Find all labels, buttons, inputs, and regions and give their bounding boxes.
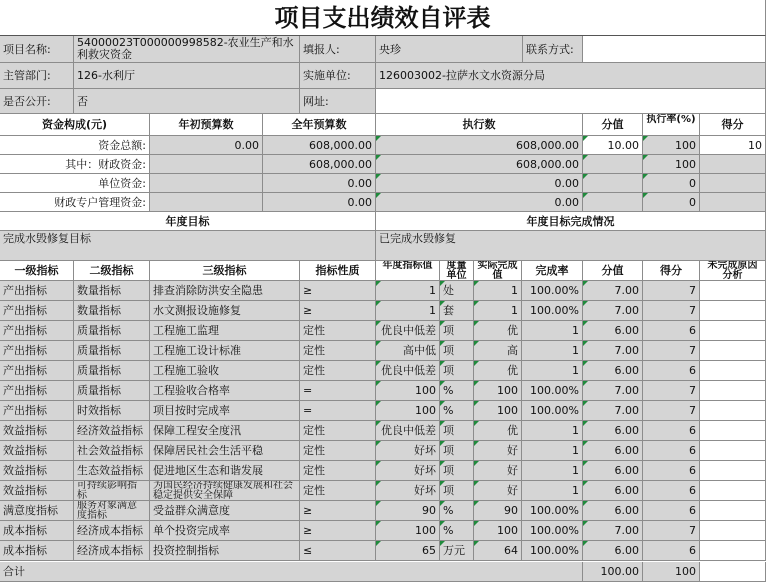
funds-header-cell: 执行率(%) bbox=[643, 114, 700, 136]
unit-value: 126003002-拉萨水文水资源分局 bbox=[376, 63, 766, 89]
indicator-cell: 6.00 bbox=[583, 481, 643, 501]
indicator-cell bbox=[700, 521, 766, 541]
indicator-cell: 6 bbox=[643, 481, 700, 501]
funds-cell-score: 10 bbox=[700, 136, 766, 155]
indicator-cell: 产出指标 bbox=[0, 341, 74, 361]
indicator-cell: 质量指标 bbox=[74, 381, 150, 401]
indicator-cell: % bbox=[440, 381, 474, 401]
total-score: 100 bbox=[643, 562, 700, 582]
funds-cell-label: 财政专户管理资金: bbox=[0, 193, 150, 212]
indicator-cell: ≥ bbox=[300, 521, 376, 541]
indicator-cell: 7 bbox=[643, 281, 700, 301]
funds-cell-executed: 608,000.00 bbox=[376, 155, 583, 174]
indicator-cell: 效益指标 bbox=[0, 441, 74, 461]
funds-cell-label: 其中：财政资金: bbox=[0, 155, 150, 174]
indicator-cell: 生态效益指标 bbox=[74, 461, 150, 481]
indicator-cell bbox=[700, 401, 766, 421]
funds-cell-annual: 0.00 bbox=[263, 193, 376, 212]
public-value: 否 bbox=[74, 89, 300, 114]
funds-header-cell: 执行数 bbox=[376, 114, 583, 136]
indicator-header-cell: 度量单位 bbox=[440, 261, 474, 281]
indicator-cell: 可持续影响指标 bbox=[74, 481, 150, 501]
total-score-value: 100.00 bbox=[583, 562, 643, 582]
indicator-cell bbox=[700, 541, 766, 561]
indicator-cell: 6.00 bbox=[583, 441, 643, 461]
indicator-cell: 优 bbox=[474, 361, 522, 381]
goal-completion-header: 年度目标完成情况 bbox=[376, 212, 766, 231]
indicator-cell: 6.00 bbox=[583, 501, 643, 521]
indicator-cell: 1 bbox=[522, 421, 583, 441]
indicator-cell: ≤ bbox=[300, 541, 376, 561]
indicator-cell: 好 bbox=[474, 441, 522, 461]
indicator-cell: 水文测报设施修复 bbox=[150, 301, 300, 321]
indicator-cell: 1 bbox=[376, 281, 440, 301]
indicator-cell: 产出指标 bbox=[0, 281, 74, 301]
indicator-header-cell: 实际完成值 bbox=[474, 261, 522, 281]
indicator-cell: 6 bbox=[643, 361, 700, 381]
project-name-label: 项目名称: bbox=[0, 36, 74, 63]
indicator-cell: 促进地区生态和谐发展 bbox=[150, 461, 300, 481]
funds-cell-score bbox=[700, 155, 766, 174]
indicator-cell: ≥ bbox=[300, 501, 376, 521]
indicator-cell: 65 bbox=[376, 541, 440, 561]
indicator-cell: 效益指标 bbox=[0, 461, 74, 481]
indicator-header-cell: 未完成原因分析 bbox=[700, 261, 766, 281]
indicator-cell: 受益群众满意度 bbox=[150, 501, 300, 521]
funds-cell-score_value: 10.00 bbox=[583, 136, 643, 155]
funds-cell-score_value bbox=[583, 193, 643, 212]
indicator-cell: ≥ bbox=[300, 281, 376, 301]
indicator-cell: 7.00 bbox=[583, 521, 643, 541]
indicator-cell: 1 bbox=[522, 481, 583, 501]
indicator-cell: 7.00 bbox=[583, 281, 643, 301]
funds-header-cell: 分值 bbox=[583, 114, 643, 136]
indicator-cell: 1 bbox=[522, 461, 583, 481]
indicator-cell: 7 bbox=[643, 301, 700, 321]
funds-cell-score_value bbox=[583, 155, 643, 174]
indicator-cell: 好坏 bbox=[376, 461, 440, 481]
indicator-cell: 6 bbox=[643, 421, 700, 441]
funds-cell-annual: 0.00 bbox=[263, 174, 376, 193]
indicator-cell: 质量指标 bbox=[74, 321, 150, 341]
indicator-cell: 优良中低差 bbox=[376, 361, 440, 381]
dept-label: 主管部门: bbox=[0, 63, 74, 89]
indicator-cell: % bbox=[440, 401, 474, 421]
indicator-cell: 定性 bbox=[300, 361, 376, 381]
indicator-header-cell: 分值 bbox=[583, 261, 643, 281]
total-label: 合计 bbox=[0, 562, 583, 582]
indicator-cell: 100 bbox=[474, 381, 522, 401]
indicator-cell: 万元 bbox=[440, 541, 474, 561]
indicator-cell: 7.00 bbox=[583, 301, 643, 321]
indicator-cell: 工程施工验收 bbox=[150, 361, 300, 381]
indicator-cell bbox=[700, 321, 766, 341]
funds-cell-label: 单位资金: bbox=[0, 174, 150, 193]
indicator-cell: 定性 bbox=[300, 461, 376, 481]
funds-cell-rate: 100 bbox=[643, 155, 700, 174]
indicator-cell: 项目按时完成率 bbox=[150, 401, 300, 421]
funds-cell-rate: 0 bbox=[643, 193, 700, 212]
indicator-cell: 成本指标 bbox=[0, 521, 74, 541]
indicator-cell: 为国民经济持续健康发展和社会稳定提供安全保障 bbox=[150, 481, 300, 501]
indicator-cell: 定性 bbox=[300, 441, 376, 461]
funds-header-cell: 年初预算数 bbox=[150, 114, 263, 136]
indicator-cell: 项 bbox=[440, 361, 474, 381]
indicator-header-cell: 年度指标值 bbox=[376, 261, 440, 281]
funds-cell-rate: 100 bbox=[643, 136, 700, 155]
indicator-cell: % bbox=[440, 521, 474, 541]
indicator-cell: 6.00 bbox=[583, 461, 643, 481]
indicator-cell: 6.00 bbox=[583, 361, 643, 381]
indicator-cell: 优良中低差 bbox=[376, 321, 440, 341]
indicator-cell: ≥ bbox=[300, 301, 376, 321]
indicator-cell: 1 bbox=[474, 301, 522, 321]
indicator-cell: 满意度指标 bbox=[0, 501, 74, 521]
indicator-cell: 6 bbox=[643, 321, 700, 341]
indicator-cell: 6.00 bbox=[583, 421, 643, 441]
indicator-cell: 产出指标 bbox=[0, 321, 74, 341]
indicator-header-cell: 指标性质 bbox=[300, 261, 376, 281]
indicator-header-cell: 三级指标 bbox=[150, 261, 300, 281]
dept-value: 126-水利厅 bbox=[74, 63, 300, 89]
indicator-cell: 定性 bbox=[300, 481, 376, 501]
indicator-cell: 成本指标 bbox=[0, 541, 74, 561]
indicator-cell: 100.00% bbox=[522, 401, 583, 421]
funds-cell-score bbox=[700, 193, 766, 212]
indicator-cell: 90 bbox=[376, 501, 440, 521]
annual-goal-header: 年度目标 bbox=[0, 212, 376, 231]
indicator-cell: 64 bbox=[474, 541, 522, 561]
indicator-cell: 高中低 bbox=[376, 341, 440, 361]
indicator-cell: % bbox=[440, 501, 474, 521]
indicator-cell: 产出指标 bbox=[0, 301, 74, 321]
indicator-cell: 7 bbox=[643, 341, 700, 361]
indicator-cell: 90 bbox=[474, 501, 522, 521]
funds-cell-initial bbox=[150, 193, 263, 212]
indicator-cell: 100.00% bbox=[522, 521, 583, 541]
funds-cell-label: 资金总额: bbox=[0, 136, 150, 155]
indicator-cell: 经济成本指标 bbox=[74, 541, 150, 561]
indicator-cell: 1 bbox=[522, 321, 583, 341]
indicator-cell: 好坏 bbox=[376, 441, 440, 461]
indicator-cell: 100.00% bbox=[522, 381, 583, 401]
indicator-cell: 数量指标 bbox=[74, 301, 150, 321]
unit-label: 实施单位: bbox=[300, 63, 376, 89]
funds-cell-executed: 0.00 bbox=[376, 174, 583, 193]
contact-value bbox=[583, 36, 766, 63]
indicator-cell: 100.00% bbox=[522, 501, 583, 521]
website-label: 网址: bbox=[300, 89, 376, 114]
indicator-cell: 7 bbox=[643, 401, 700, 421]
indicator-cell: 高 bbox=[474, 341, 522, 361]
indicator-cell: 质量指标 bbox=[74, 341, 150, 361]
indicator-cell: 工程施工监理 bbox=[150, 321, 300, 341]
total-remark bbox=[700, 562, 766, 582]
indicator-cell bbox=[700, 281, 766, 301]
indicator-cell: 项 bbox=[440, 421, 474, 441]
funds-cell-annual: 608,000.00 bbox=[263, 155, 376, 174]
project-name-value: 54000023T000000998582-农业生产和水利救灾资金 bbox=[74, 36, 300, 63]
indicator-cell: 1 bbox=[376, 301, 440, 321]
indicator-cell: 6 bbox=[643, 461, 700, 481]
indicator-cell: 6 bbox=[643, 441, 700, 461]
funds-cell-annual: 608,000.00 bbox=[263, 136, 376, 155]
funds-cell-initial: 0.00 bbox=[150, 136, 263, 155]
indicator-cell: 好 bbox=[474, 481, 522, 501]
indicator-header-cell: 得分 bbox=[643, 261, 700, 281]
indicator-header-cell: 一级指标 bbox=[0, 261, 74, 281]
funds-cell-executed: 608,000.00 bbox=[376, 136, 583, 155]
indicator-cell: 1 bbox=[522, 361, 583, 381]
indicator-cell: 6.00 bbox=[583, 541, 643, 561]
indicator-cell: 服务对象满意度指标 bbox=[74, 501, 150, 521]
funds-header-cell: 得分 bbox=[700, 114, 766, 136]
indicator-cell: 保障工程安全度汛 bbox=[150, 421, 300, 441]
indicator-cell: 排查消除防洪安全隐患 bbox=[150, 281, 300, 301]
goal-completion-text: 已完成水毁修复 bbox=[376, 231, 766, 261]
indicator-cell: 100.00% bbox=[522, 541, 583, 561]
indicator-cell: 项 bbox=[440, 321, 474, 341]
website-value bbox=[376, 89, 766, 114]
indicator-cell: 7.00 bbox=[583, 341, 643, 361]
indicator-cell bbox=[700, 381, 766, 401]
indicator-cell bbox=[700, 441, 766, 461]
indicator-cell: 好坏 bbox=[376, 481, 440, 501]
funds-cell-rate: 0 bbox=[643, 174, 700, 193]
indicator-header-cell: 完成率 bbox=[522, 261, 583, 281]
indicator-cell: 1 bbox=[522, 441, 583, 461]
indicator-cell: 100.00% bbox=[522, 281, 583, 301]
indicator-cell: = bbox=[300, 401, 376, 421]
indicator-cell: 数量指标 bbox=[74, 281, 150, 301]
indicator-cell: 投资控制指标 bbox=[150, 541, 300, 561]
indicator-cell: 100 bbox=[376, 401, 440, 421]
indicator-cell: 项 bbox=[440, 481, 474, 501]
indicator-cell: 保障居民社会生活平稳 bbox=[150, 441, 300, 461]
contact-label: 联系方式: bbox=[523, 36, 583, 63]
indicator-cell: 7.00 bbox=[583, 381, 643, 401]
indicator-header-cell: 二级指标 bbox=[74, 261, 150, 281]
indicator-cell: 100.00% bbox=[522, 301, 583, 321]
indicator-cell: 项 bbox=[440, 461, 474, 481]
indicator-cell: 单个投资完成率 bbox=[150, 521, 300, 541]
indicator-cell bbox=[700, 301, 766, 321]
indicator-cell: 经济效益指标 bbox=[74, 421, 150, 441]
indicator-cell: 社会效益指标 bbox=[74, 441, 150, 461]
indicator-cell: 优 bbox=[474, 421, 522, 441]
indicator-cell: 6 bbox=[643, 541, 700, 561]
indicator-cell: 优良中低差 bbox=[376, 421, 440, 441]
indicator-cell: 产出指标 bbox=[0, 381, 74, 401]
funds-header-cell: 资金构成(元) bbox=[0, 114, 150, 136]
indicator-cell bbox=[700, 361, 766, 381]
indicator-cell: 项 bbox=[440, 441, 474, 461]
indicator-cell bbox=[700, 421, 766, 441]
reporter-label: 填报人: bbox=[300, 36, 376, 63]
indicator-cell: 效益指标 bbox=[0, 481, 74, 501]
indicator-cell: 质量指标 bbox=[74, 361, 150, 381]
funds-cell-score bbox=[700, 174, 766, 193]
indicator-cell: 产出指标 bbox=[0, 361, 74, 381]
public-label: 是否公开: bbox=[0, 89, 74, 114]
indicator-cell: 100 bbox=[474, 401, 522, 421]
funds-cell-executed: 0.00 bbox=[376, 193, 583, 212]
indicator-cell: 定性 bbox=[300, 321, 376, 341]
indicator-cell: 7 bbox=[643, 521, 700, 541]
reporter-value: 央珍 bbox=[376, 36, 523, 63]
indicator-cell: 100 bbox=[376, 381, 440, 401]
indicator-cell: 1 bbox=[474, 281, 522, 301]
indicator-cell: 100 bbox=[474, 521, 522, 541]
indicator-cell bbox=[700, 481, 766, 501]
indicator-cell: 7.00 bbox=[583, 401, 643, 421]
indicator-cell: 100 bbox=[376, 521, 440, 541]
indicator-cell: 6 bbox=[643, 501, 700, 521]
indicator-cell: 1 bbox=[522, 341, 583, 361]
funds-header-cell: 全年预算数 bbox=[263, 114, 376, 136]
page-title: 项目支出绩效自评表 bbox=[0, 0, 766, 36]
funds-cell-initial bbox=[150, 174, 263, 193]
indicator-cell: 产出指标 bbox=[0, 401, 74, 421]
indicator-cell: 定性 bbox=[300, 421, 376, 441]
funds-cell-initial bbox=[150, 155, 263, 174]
funds-cell-score_value bbox=[583, 174, 643, 193]
indicator-cell bbox=[700, 461, 766, 481]
indicator-cell: 工程验收合格率 bbox=[150, 381, 300, 401]
indicator-cell: 6.00 bbox=[583, 321, 643, 341]
indicator-cell: 优 bbox=[474, 321, 522, 341]
annual-goal-text: 完成水毁修复目标 bbox=[0, 231, 376, 261]
indicator-cell: 效益指标 bbox=[0, 421, 74, 441]
indicator-cell: 时效指标 bbox=[74, 401, 150, 421]
indicator-cell: 好 bbox=[474, 461, 522, 481]
indicator-cell bbox=[700, 501, 766, 521]
indicator-cell: 项 bbox=[440, 341, 474, 361]
indicator-cell: 经济成本指标 bbox=[74, 521, 150, 541]
indicator-cell: 7 bbox=[643, 381, 700, 401]
indicator-cell: 定性 bbox=[300, 341, 376, 361]
indicator-cell: 套 bbox=[440, 301, 474, 321]
indicator-cell: 工程施工设计标准 bbox=[150, 341, 300, 361]
indicator-cell: = bbox=[300, 381, 376, 401]
indicator-cell bbox=[700, 341, 766, 361]
indicator-cell: 处 bbox=[440, 281, 474, 301]
